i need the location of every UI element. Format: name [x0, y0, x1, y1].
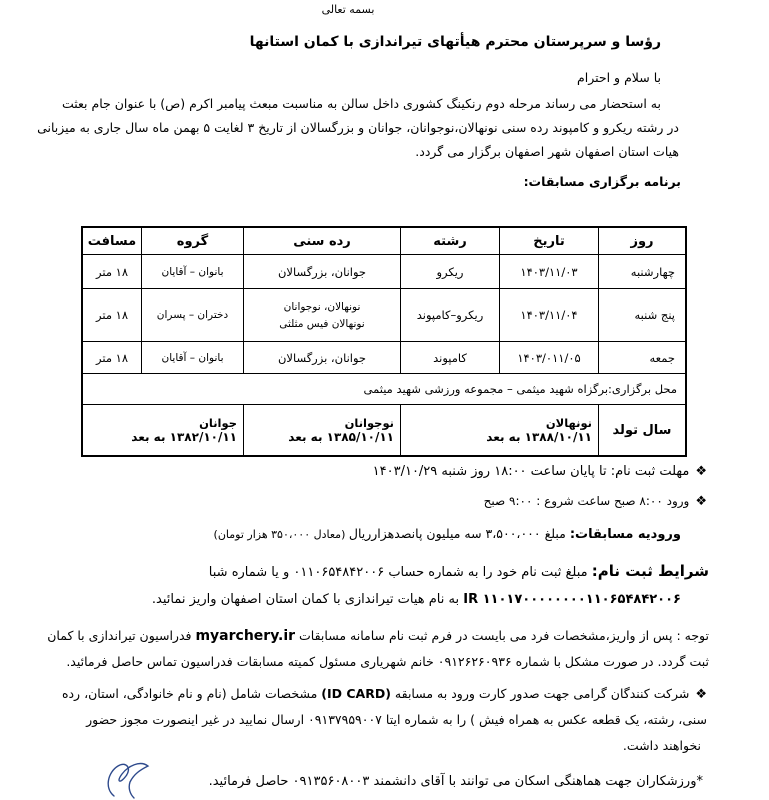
registration-iban [152, 592, 681, 607]
birth-year-row [82, 405, 686, 457]
birth-cell-junior [82, 405, 244, 457]
venue-cell: محل برگزاری:برگزاه شهید میثمی – مجموعه ورزشی شهید میثمی [82, 374, 686, 405]
id-card-line-2: سنی، رشته، یک قطعه عکس به همراه فیش ) را به شماره ایتا ۰۹۱۳۷۹۵۹۰۰۷ ارسال نمایید در غیر اینصورت مجوز حضور [86, 712, 707, 727]
birth-year-label: سال تولد [599, 405, 687, 457]
asterisk-bullet-icon: * [696, 774, 703, 789]
birth-cell-under13 [401, 405, 599, 457]
birth-category: جوانان [199, 416, 237, 430]
diamond-bullet-icon: ❖ [695, 494, 707, 509]
fee-label: ورودیه مسابقات: [569, 527, 681, 542]
note-text: فدراسیون تیراندازی با کمان [47, 628, 196, 643]
cell-date: ۱۴۰۳/۰۱۱/۰۵ [500, 342, 599, 374]
note-text: توجه : پس از واریز،مشخصات فرد می بایست در فرم ثبت نام سامانه مسابقات [295, 628, 709, 643]
intro-line-1: به استحضار می رساند مرحله دوم رنکینگ کشوری داخل سالن به مناسبت مبعث پیامبر اکرم (ص) با عنوان جام بعثت [61, 96, 661, 111]
entry-fee [214, 526, 681, 542]
cell-day: چهارشنبه [599, 255, 687, 289]
cell-group: بانوان – آقایان [142, 342, 244, 374]
id-card-line-3: نخواهند داشت. [622, 738, 701, 753]
table-header-row [82, 227, 686, 255]
cell-discipline: کامپوند [401, 342, 500, 374]
basmala: بسمه تعالی [321, 3, 375, 16]
table-row [82, 255, 686, 289]
cell-age: جوانان، بزرگسالان [244, 342, 401, 374]
cell-discipline: ریکرو–کامپوند [401, 289, 500, 342]
registration-label: شرایط ثبت نام: [591, 562, 709, 580]
table-row [82, 289, 686, 342]
header-date: تاریخ [500, 227, 599, 255]
cell-group: دختران – پسران [142, 289, 244, 342]
registration-deadline [373, 464, 707, 479]
fee-text: مبلغ ۳،۵۰۰،۰۰۰ سه میلیون پانصدهزارریال [348, 526, 570, 541]
id-card-text: شرکت کنندگان گرامی جهت صدور کارت ورود به مسابقه [390, 686, 690, 701]
birth-cell-cadet [244, 405, 401, 457]
intro-line-3: هیات استان اصفهان شهر اصفهان برگزار می گردد. [415, 144, 679, 159]
cell-age [244, 289, 401, 342]
note-line-1 [47, 628, 709, 644]
cell-age: جوانان، بزرگسالان [244, 255, 401, 289]
accommodation-note [209, 774, 703, 789]
registration-line-1: مبلغ ثبت نام خود را به شماره حساب ۰۱۱۰۶۵۴۸۴۲۰۰۶ و یا شماره شبا [208, 565, 592, 580]
cell-discipline: ریکرو [401, 255, 500, 289]
birth-date: ۱۳۸۸/۱۰/۱۱ به بعد [486, 430, 592, 444]
cell-distance: ۱۸ متر [82, 255, 142, 289]
program-title: برنامه برگزاری مسابقات: [523, 174, 681, 189]
birth-category: نونهالان [545, 416, 592, 430]
header-day: روز [599, 227, 687, 255]
cell-date: ۱۴۰۳/۱۱/۰۳ [500, 255, 599, 289]
cell-distance: ۱۸ متر [82, 342, 142, 374]
salutation: با سلام و احترام [577, 70, 661, 85]
table-row [82, 342, 686, 374]
birth-category: نوجوانان [344, 416, 394, 430]
accommodation-text: ورزشکاران جهت هماهنگی اسکان می توانند با آقای دانشمند ۰۹۱۳۵۶۰۸۰۰۳ حاصل فرمائید. [208, 774, 697, 789]
registration-conditions [209, 562, 709, 580]
fee-equivalent: (معادل ۳۵۰،۰۰۰ هزار تومان) [213, 528, 349, 541]
intro-line-2: در رشته ریکرو و کامپوند رده سنی نونهالان،نوجوانان، جوانان و بزرگسالان از تاریخ ۳ لغایت ۵ بهمن ماه سال جاری به میزبانی [37, 120, 679, 135]
entry-time [484, 494, 707, 509]
cell-age-line: نونهالان فیس مثلثی [279, 317, 365, 330]
iban-number: IR ۱۱۰۱۷۰۰۰۰۰۰۰۰۱۱۰۶۵۴۸۴۲۰۰۶ [463, 592, 681, 607]
cell-group: بانوان – آقایان [142, 255, 244, 289]
header-group: گروه [142, 227, 244, 255]
cell-day: پنج شنبه [599, 289, 687, 342]
id-card-text: مشخصات شامل (نام و نام خانوادگی، استان، رده [61, 686, 322, 701]
website-link[interactable]: myarchery.ir [195, 628, 296, 644]
note-line-2: ثبت گردد. در صورت مشکل با شماره ۰۹۱۲۶۲۶۰۹۳۶ خانم شهریاری مسئول کمیته مسابقات فدراسیون تماس حاصل فرمائید. [66, 654, 709, 669]
registration-line-2: به نام هیات تیراندازی با کمان استان اصفهان واریز نمائید. [151, 592, 464, 607]
diamond-bullet-icon: ❖ [695, 464, 707, 479]
entry-time-text: ورود ۸:۰۰ صبح ساعت شروع : ۹:۰۰ صبح [483, 494, 690, 508]
cell-day: جمعه [599, 342, 687, 374]
cell-age-line: نونهالان، نوجوانان [283, 300, 361, 313]
cell-distance: ۱۸ متر [82, 289, 142, 342]
diamond-bullet-icon: ❖ [695, 687, 707, 702]
venue-row [82, 374, 686, 405]
signature-icon [100, 752, 160, 800]
header-age-group: رده سنی [244, 227, 401, 255]
header-distance: مسافت [82, 227, 142, 255]
header-discipline: رشته [401, 227, 500, 255]
id-card-line-1 [62, 686, 707, 702]
deadline-text: مهلت ثبت نام: تا پایان ساعت ۱۸:۰۰ روز شنبه ۱۴۰۳/۱۰/۲۹ [372, 464, 690, 479]
cell-date: ۱۴۰۳/۱۱/۰۴ [500, 289, 599, 342]
schedule-table [81, 226, 687, 457]
addressee-heading: رؤسا و سرپرستان محترم هیأتهای تیراندازی با کمان استانها [249, 34, 661, 50]
birth-date: ۱۳۸۵/۱۰/۱۱ به بعد [288, 430, 394, 444]
id-card-badge: (ID CARD) [321, 686, 391, 701]
birth-date: ۱۳۸۲/۱۰/۱۱ به بعد [131, 430, 237, 444]
